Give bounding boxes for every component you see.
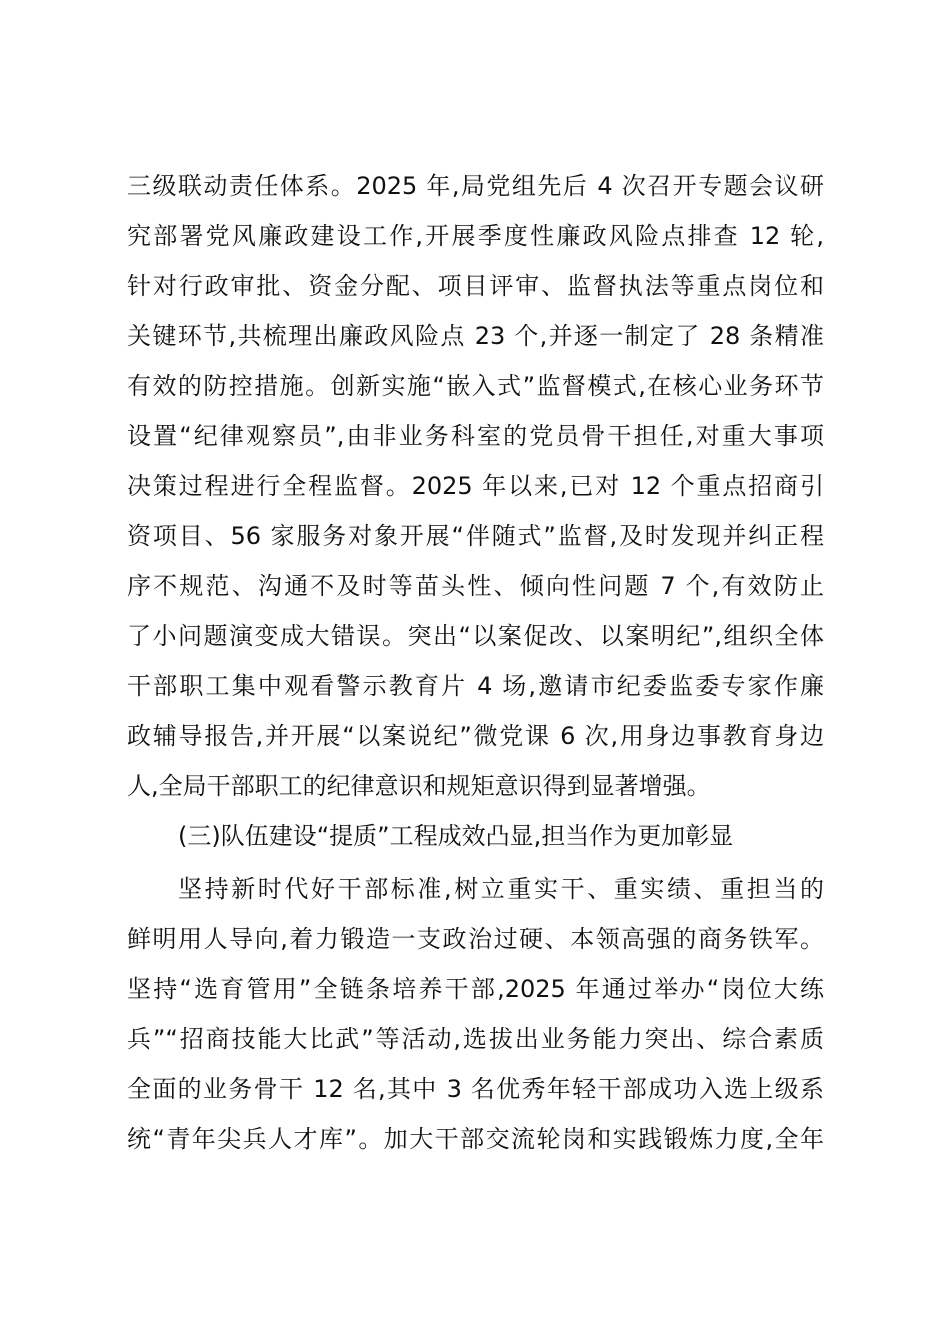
document-body (127, 166, 824, 1169)
text-line: 人,全局干部职工的纪律意识和规矩意识得到显著增强。 (127, 772, 711, 800)
paragraph-discipline-supervision (127, 166, 824, 816)
text-line: 针对行政审批、资金分配、项目评审、监督执法等重点岗位和 (127, 272, 824, 300)
text-line: 鲜明用人导向,着力锻造一支政治过硬、本领高强的商务铁军。 (127, 925, 824, 953)
paragraph-team-building (127, 869, 824, 1169)
text-line: 资项目、56 家服务对象开展“伴随式”监督,及时发现并纠正程 (127, 522, 824, 550)
text-line: 统“青年尖兵人才库”。加大干部交流轮岗和实践锻炼力度,全年 (127, 1125, 824, 1153)
text-line: 有效的防控措施。创新实施“嵌入式”监督模式,在核心业务环节 (127, 372, 824, 400)
text-line: 决策过程进行全程监督。2025 年以来,已对 12 个重点招商引 (127, 472, 824, 500)
text-line: 坚持“选育管用”全链条培养干部,2025 年通过举办“岗位大练 (127, 975, 824, 1003)
text-line: 干部职工集中观看警示教育片 4 场,邀请市纪委监委专家作廉 (127, 672, 824, 700)
text-line: 究部署党风廉政建设工作,开展季度性廉政风险点排查 12 轮, (127, 222, 824, 250)
text-line: 兵”“招商技能大比武”等活动,选拔出业务能力突出、综合素质 (127, 1025, 824, 1053)
text-line: 了小问题演变成大错误。突出“以案促改、以案明纪”,组织全体 (127, 622, 824, 650)
text-line: 全面的业务骨干 12 名,其中 3 名优秀年轻干部成功入选上级系 (127, 1075, 824, 1103)
text-line: 政辅导报告,并开展“以案说纪”微党课 6 次,用身边事教育身边 (127, 722, 824, 750)
text-line: 三级联动责任体系。2025 年,局党组先后 4 次召开专题会议研 (127, 172, 824, 200)
text-line: 坚持新时代好干部标准,树立重实干、重实绩、重担当的 (178, 875, 824, 903)
text-line: 序不规范、沟通不及时等苗头性、倾向性问题 7 个,有效防止 (127, 572, 824, 600)
section-heading: (三)队伍建设“提质”工程成效凸显,担当作为更加彰显 (178, 822, 734, 850)
text-line: 设置“纪律观察员”,由非业务科室的党员骨干担任,对重大事项 (127, 422, 824, 450)
text-line: 关键环节,共梳理出廉政风险点 23 个,并逐一制定了 28 条精准 (127, 322, 824, 350)
